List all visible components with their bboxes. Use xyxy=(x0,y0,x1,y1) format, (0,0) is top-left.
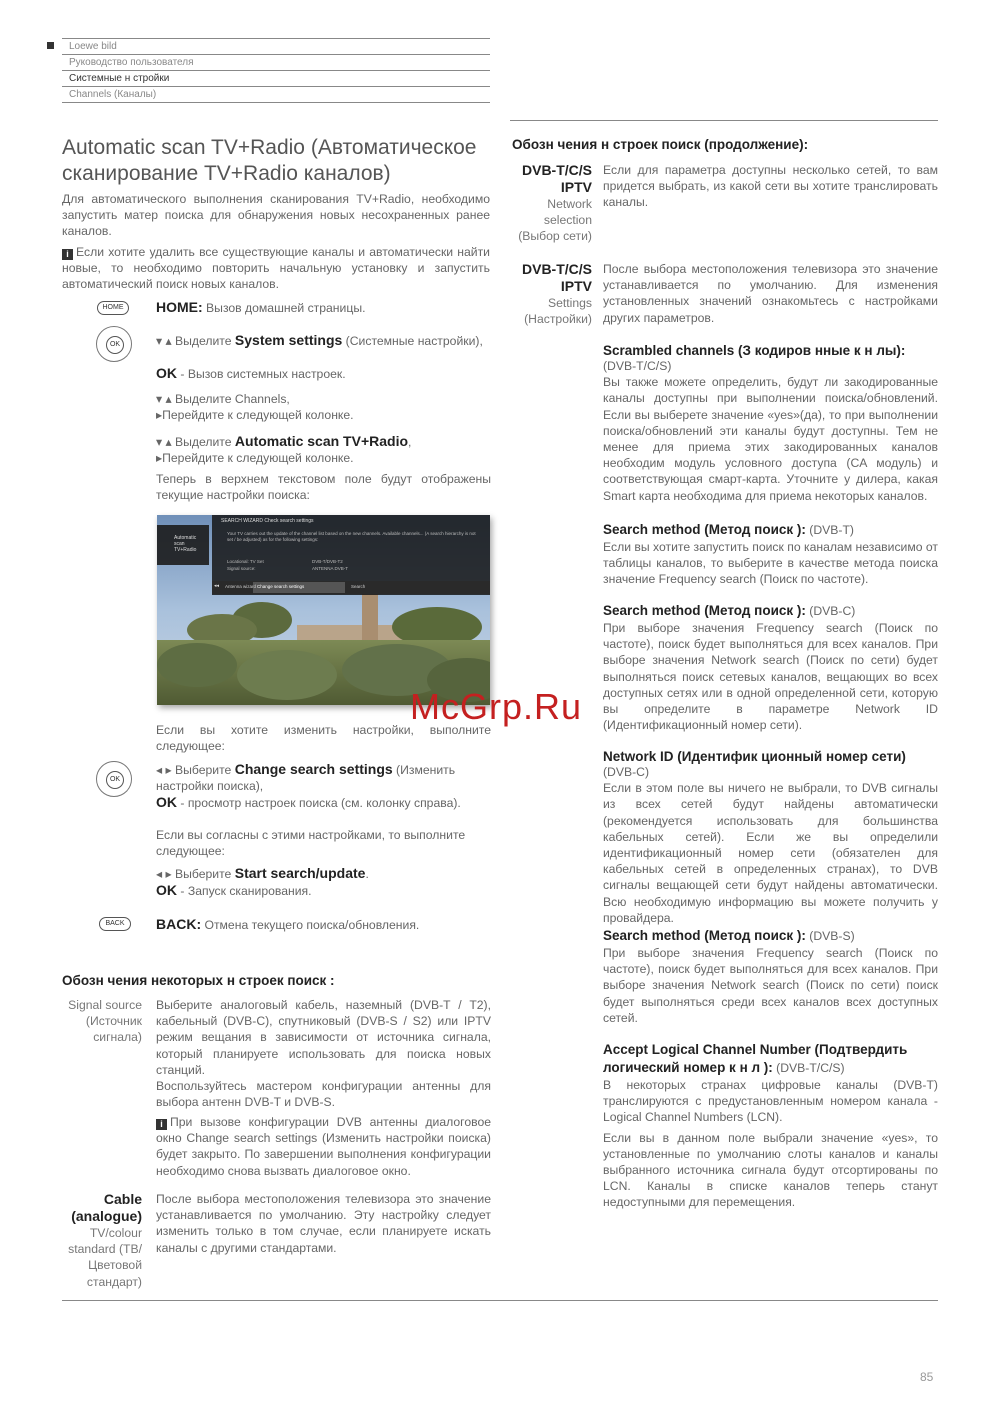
info-icon: i xyxy=(62,249,73,260)
signal-source-label: Signal source (Источник сигнала) xyxy=(68,998,142,1045)
remote-ok-icon: OK xyxy=(96,761,132,797)
breadcrumb-marker xyxy=(47,42,54,49)
network-selection-label: DVB-T/C/S IPTV Network selection (Выбор сети) xyxy=(518,162,592,244)
signal-source-note: i При вызове конфигурации DVB антенны диалоговое окно Change search settings (Изменить настройки поиска) будет закрыто. По завершении выполнения конфигурации необходимо снова вызвать диалоговое окно. xyxy=(156,1115,491,1178)
signal-source-text: Выберите аналоговый кабель, наземный (DVB-T / T2), кабельный (DVB-C), спутниковый (DVB-S / S2) или IPTV режим вещания в зависимости от источника сигнала, который планируете использовать для поиска новых станций. xyxy=(156,998,491,1077)
cable-label: Cable (analogue) TV/colour standard (ТВ/ Цветовой стандарт) xyxy=(68,1191,142,1289)
step-channels-next: ▸Перейдите к следующей колонке. xyxy=(156,408,354,422)
step-start-ok: OK - Запуск сканирования. xyxy=(156,882,312,898)
breadcrumb-item[interactable]: Channels (Каналы) xyxy=(62,86,490,103)
watermark: McGrp.Ru xyxy=(410,686,583,727)
search-method-c-block: Search method (Метод поиск ): (DVB-C) При выборе значения Frequency search (Поиск по частоте), поиск будет выполняться для всех каналов. При выборе значения Network search (Поиск по сети) будет выполняться поиск сетевых каналов, вещающих во всех доступных сетях или в одной определенной сети, которую вы определите в параметре Network ID (Идентификационный номер сети). xyxy=(603,603,938,733)
breadcrumb xyxy=(62,38,490,103)
note-text: i Если хотите удалить все существующие каналы и автоматически найти новые, то необходимо повторить начальную установку и запустить автоматический поиск новых каналов. xyxy=(62,245,490,292)
tv-search-button[interactable]: Search xyxy=(351,584,366,589)
search-method-s-block: Search method (Метод поиск ): (DVB-S) При выборе значения Frequency search (Поиск по частоте), поиск будет выполняться для всех каналов. При выборе значения Network search (Поиск по сети) поиск будет выполняться среди всех каналов всех доступных сетей. xyxy=(603,928,938,1025)
breadcrumb-item[interactable]: Системные н стройки xyxy=(62,70,490,86)
tv-row1-value: DVB-T/DVB-T2 xyxy=(312,559,343,564)
back-arrow-icon[interactable]: ◂◂ xyxy=(214,583,220,589)
step-autoscan-next: ▸Перейдите к следующей колонке. xyxy=(156,451,354,465)
section-title: Обозн чения некоторых н строек поиск : xyxy=(62,973,335,988)
step-system-ok: OK - Вызов системных настроек. xyxy=(156,365,346,381)
step-change-settings: ◂ ▸ Выберите Change search settings (Изменить настройки поиска), xyxy=(156,761,456,794)
tv-screenshot-image xyxy=(157,515,490,705)
info-icon: i xyxy=(156,1119,167,1130)
home-key-icon: HOME xyxy=(97,301,129,315)
network-id-block: Network ID (Идентифик ционный номер сети) (DVB-C) Если в этом поле вы ничего не выбрали, то DVB сигналы из всех сетей будут найдены автоматически (рекомендуется использовать для большинства кабельных сетей). Если же вы определили идентификационный номер сети (обязателен для кабельных сетей в определенных странах), то DVB сигналы вещающей сети будут найдены автоматически. Всю необходимую информацию вы можете получить у провайдера. xyxy=(603,749,938,925)
now-text: Теперь в верхнем текстовом поле будут отображены текущие настройки поиска: xyxy=(156,472,491,503)
top-divider xyxy=(510,120,938,121)
back-key-icon: BACK xyxy=(99,917,131,931)
step-change-ok: OK - просмотр настроек поиска (см. колонку справа). xyxy=(156,794,461,810)
page-title: Automatic scan TV+Radio (Автоматическое сканирование TV+Radio каналов) xyxy=(62,136,477,185)
agree-text: Если вы согласны с этими настройками, то выполните следующее: xyxy=(156,828,466,859)
tv-row1-label: Locational: TV Set xyxy=(227,559,264,564)
scrambled-block: Scrambled channels (З кодиров нные к н лы): (DVB-T/C/S) Вы также можете определить, будут ли закодированные каналы доступны при выполнении поиска/обновлений. Если вы выберете значение «yes»(да), то при выполнении поиска/обновлений эти каналы будут доступны. Тем не менее для приема этих закодированных каналов необходим модуль условного доступа (CA модуль) и соответствующая смарт-карта. Уточните у дилера, какая Smart карта необходима для приема некоторых каналов. xyxy=(603,343,938,503)
tv-side-label: Automatic scan TV+Radio xyxy=(174,535,197,553)
breadcrumb-item[interactable]: Руководство пользователя xyxy=(62,54,490,70)
lcn-block: Accept Logical Channel Number (Подтвердить логический номер к н л ): (DVB-T/C/S) В некоторых странах цифровые каналы (DVB-T) транслируются с предустановленным номером канала - Logical Channel Numbers (LCN). Если вы в данном поле выбрали значение «yes», то установленные по умолчанию слоты каналов и каналы выбранного источника сигнала будут отсортированы по LCN. Каналы в списке каналов теперь станут недоступными для перемещения. xyxy=(603,1042,938,1210)
intro-text: Для автоматического выполнения сканирования TV+Radio, необходимо запустить матер поиска для обнаружения новых несохраненных ранее каналов. xyxy=(62,192,490,239)
step-channels: ▾ ▴ Выделите Channels, xyxy=(156,392,290,406)
search-method-t-block: Search method (Метод поиск ): (DVB-T) Если вы хотите запустить поиск по каналам независимо от таблицы каналов, то выберите в качестве метода поиска значение Frequency search (Поиск по частоте). xyxy=(603,522,938,587)
right-section-title: Обозн чения н строек поиск (продолжение): xyxy=(512,137,809,152)
settings-text: После выбора местоположения телевизора это значение устанавливается по умолчанию. Для изменения установленных значений ознакомьтесь с настройками других параметров. xyxy=(603,262,938,325)
bottom-divider xyxy=(62,1300,938,1301)
tv-row2-label: Signal source: xyxy=(227,566,256,571)
tv-header: SEARCH WIZARD Check search settings xyxy=(221,518,314,524)
signal-source-text2: Воспользуйтесь мастером конфигурации антенны для выбора антенн DVB-T и DVB-S. xyxy=(156,1079,491,1110)
settings-label: DVB-T/C/S IPTV Settings (Настройки) xyxy=(522,261,592,327)
tv-row2-value: ANTENNA DVB-T xyxy=(312,566,349,571)
remote-ok-icon: OK xyxy=(96,326,132,362)
back-step: BACK: Отмена текущего поиска/обновления. xyxy=(156,916,420,932)
cable-text: После выбора местоположения телевизора это значение устанавливается по умолчанию. Эту настройку следует изменить только в том случае, если планируете искать каналы с другими стандартами. xyxy=(156,1192,491,1255)
tv-change-settings-button[interactable]: Change search settings xyxy=(257,584,305,589)
change-intro: Если вы хотите изменить настройки, выполните следующее: xyxy=(156,723,491,754)
breadcrumb-item[interactable]: Loewe bild xyxy=(62,38,490,54)
network-selection-text: Если для параметра доступны несколько сетей, то вам придется выбрать, из какой сети вы хотите транслировать каналы. xyxy=(603,163,938,210)
tv-screenshot xyxy=(157,515,490,705)
home-step: HOME: Вызов домашней страницы. xyxy=(156,299,366,315)
page-number: 85 xyxy=(920,1370,934,1384)
step-start-search: ◂ ▸ Выберите Start search/update. xyxy=(156,865,369,881)
tv-antenna-wizard-button[interactable]: Antenna wizard xyxy=(225,584,257,589)
step-autoscan: ▾ ▴ Выделите Automatic scan TV+Radio, xyxy=(156,433,412,449)
tv-body: Your TV carries out the update of the channel list based on the new channels. Available channels... (A search hierarchy is not set / be adjusted) as for the following settings: xyxy=(227,531,476,542)
step-system-settings: ▾ ▴ Выделите System settings (Системные настройки), xyxy=(156,332,483,348)
